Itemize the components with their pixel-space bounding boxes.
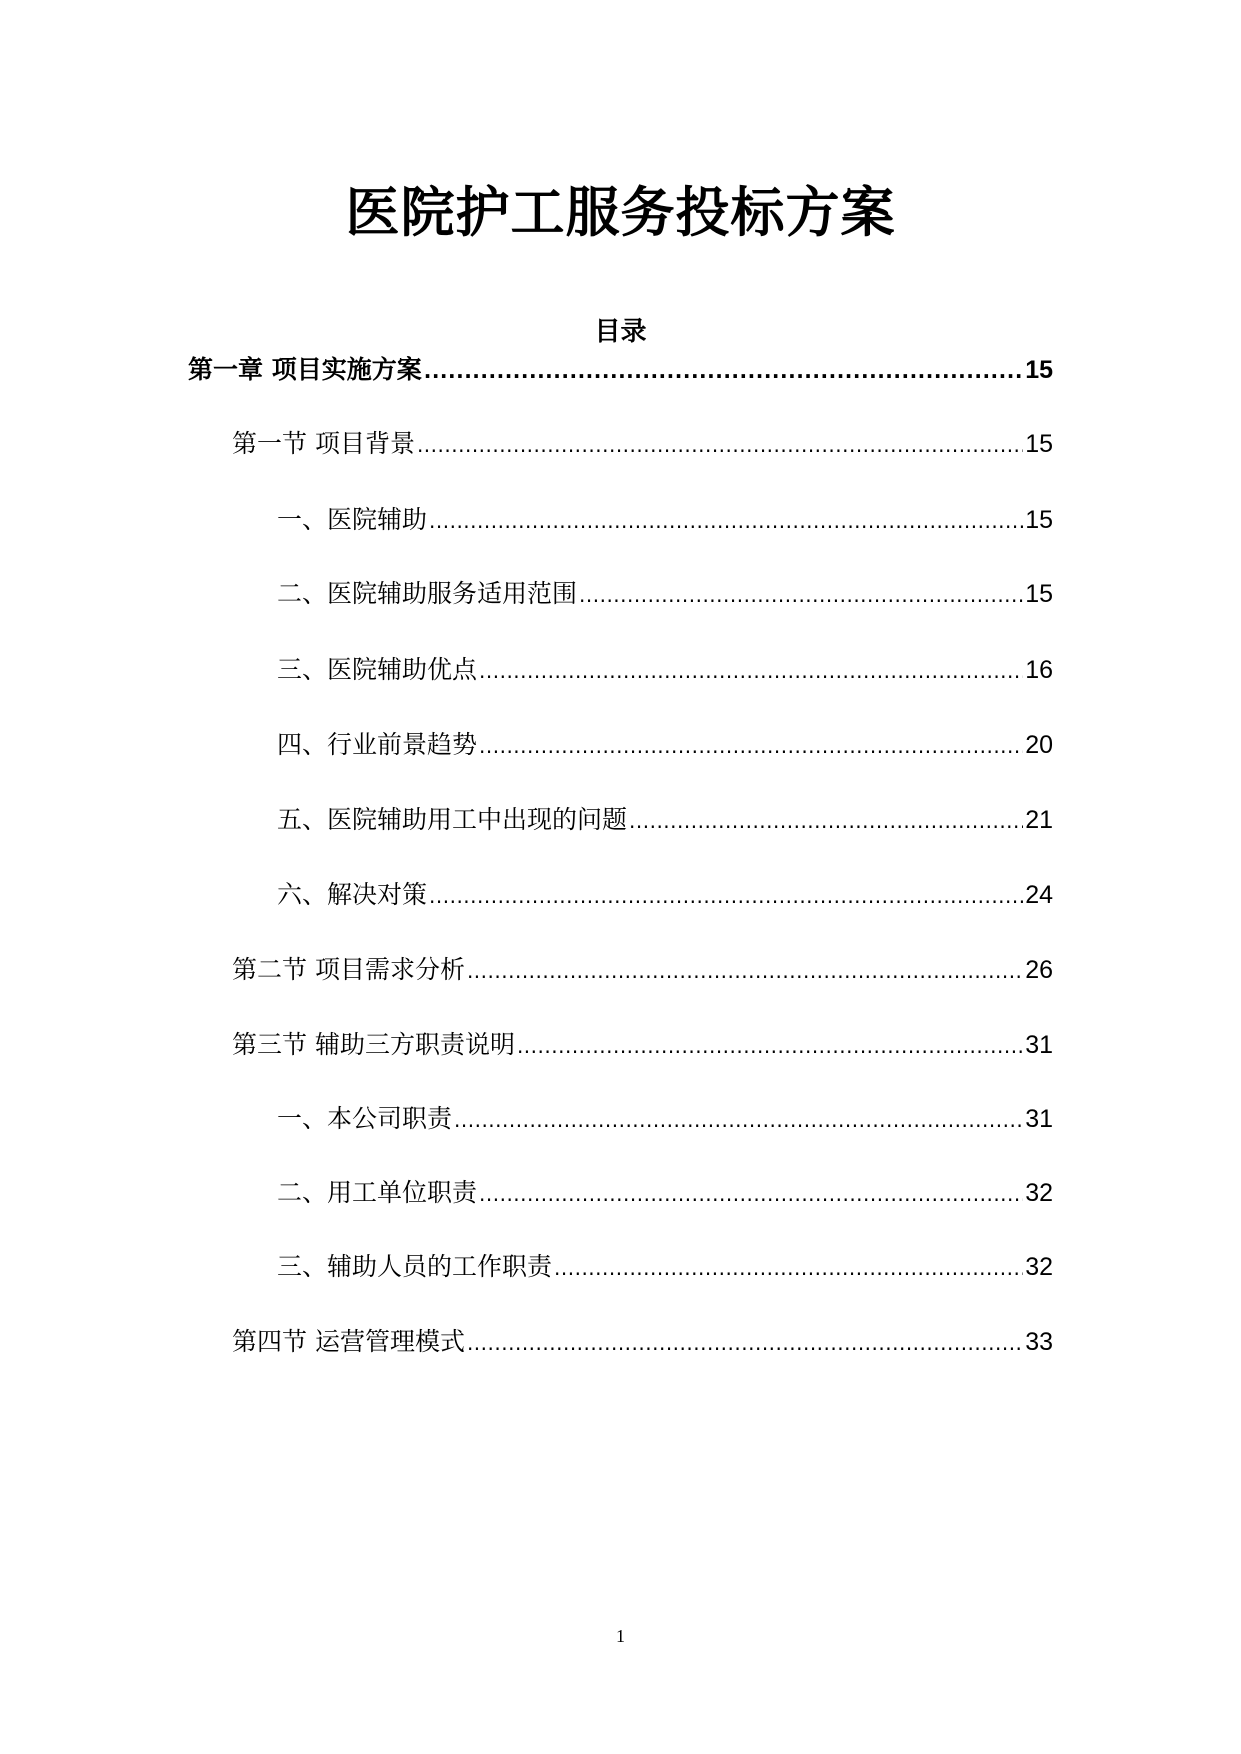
toc-entry-label: 二、用工单位职责 (277, 1178, 478, 1207)
toc-entry-label: 一、本公司职责 (277, 1104, 453, 1133)
toc-heading: 目录 (594, 317, 647, 347)
toc-entry-label: 三、辅助人员的工作职责 (277, 1252, 553, 1281)
toc-entry-page: 31 (1025, 1031, 1053, 1059)
toc-entry-chapter-1[interactable] (188, 350, 1053, 391)
toc-dot-leader (429, 501, 1023, 541)
toc-entry-item[interactable] (277, 650, 1053, 691)
toc-entry-label: 第一章 项目实施方案 (188, 355, 422, 384)
toc-entry-section-2[interactable] (232, 950, 1053, 991)
toc-entry-page: 24 (1025, 881, 1053, 909)
toc-entry-page: 31 (1025, 1105, 1053, 1133)
toc-dot-leader (417, 425, 1023, 465)
toc-dot-leader (517, 1026, 1023, 1066)
toc-entry-page: 16 (1025, 656, 1053, 684)
toc-dot-leader (454, 1100, 1023, 1140)
toc-entry-item[interactable] (277, 800, 1053, 841)
toc-entry-item[interactable] (277, 1173, 1053, 1214)
toc-entry-item[interactable] (277, 1247, 1053, 1288)
toc-dot-leader (554, 1248, 1023, 1288)
page-number: 1 (616, 1626, 625, 1646)
toc-dot-leader (479, 651, 1023, 691)
toc-dot-leader (579, 575, 1023, 615)
toc-entry-label: 四、行业前景趋势 (277, 730, 478, 759)
toc-dot-leader (479, 1174, 1023, 1214)
toc-entry-label: 五、医院辅助用工中出现的问题 (277, 805, 628, 834)
toc-entry-label: 二、医院辅助服务适用范围 (277, 579, 578, 608)
toc-dot-leader (467, 951, 1023, 991)
document-title: 医院护工服务投标方案 (345, 181, 896, 244)
toc-dot-leader (429, 876, 1023, 916)
toc-entry-page: 32 (1025, 1253, 1053, 1281)
toc-dot-leader (424, 351, 1023, 391)
toc-entry-page: 21 (1025, 806, 1053, 834)
toc-entry-page: 15 (1025, 430, 1053, 458)
toc-entry-section-3[interactable] (232, 1025, 1053, 1066)
toc-entry-item[interactable] (277, 574, 1053, 615)
toc-entry-section-4[interactable] (232, 1322, 1053, 1363)
toc-entry-label: 第三节 辅助三方职责说明 (232, 1030, 515, 1059)
toc-entry-item[interactable] (277, 500, 1053, 541)
toc-entry-page: 33 (1025, 1328, 1053, 1356)
toc-dot-leader (629, 801, 1023, 841)
toc-dot-leader (479, 726, 1023, 766)
toc-entry-page: 15 (1025, 580, 1053, 608)
toc-entry-item[interactable] (277, 725, 1053, 766)
toc-entry-page: 15 (1025, 356, 1053, 384)
toc-entry-label: 第四节 运营管理模式 (232, 1327, 465, 1356)
toc-entry-label: 一、医院辅助 (277, 505, 428, 534)
toc-entry-page: 32 (1025, 1179, 1053, 1207)
toc-entry-item[interactable] (277, 875, 1053, 916)
toc-entry-page: 26 (1025, 956, 1053, 984)
toc-entry-page: 20 (1025, 731, 1053, 759)
toc-entry-item[interactable] (277, 1099, 1053, 1140)
toc-entry-label: 第一节 项目背景 (232, 429, 415, 458)
toc-dot-leader (467, 1323, 1023, 1363)
toc-entry-section-1[interactable] (232, 424, 1053, 465)
toc-entry-page: 15 (1025, 506, 1053, 534)
toc-entry-label: 六、解决对策 (277, 880, 428, 909)
toc-entry-label: 三、医院辅助优点 (277, 655, 478, 684)
toc-entry-label: 第二节 项目需求分析 (232, 955, 465, 984)
